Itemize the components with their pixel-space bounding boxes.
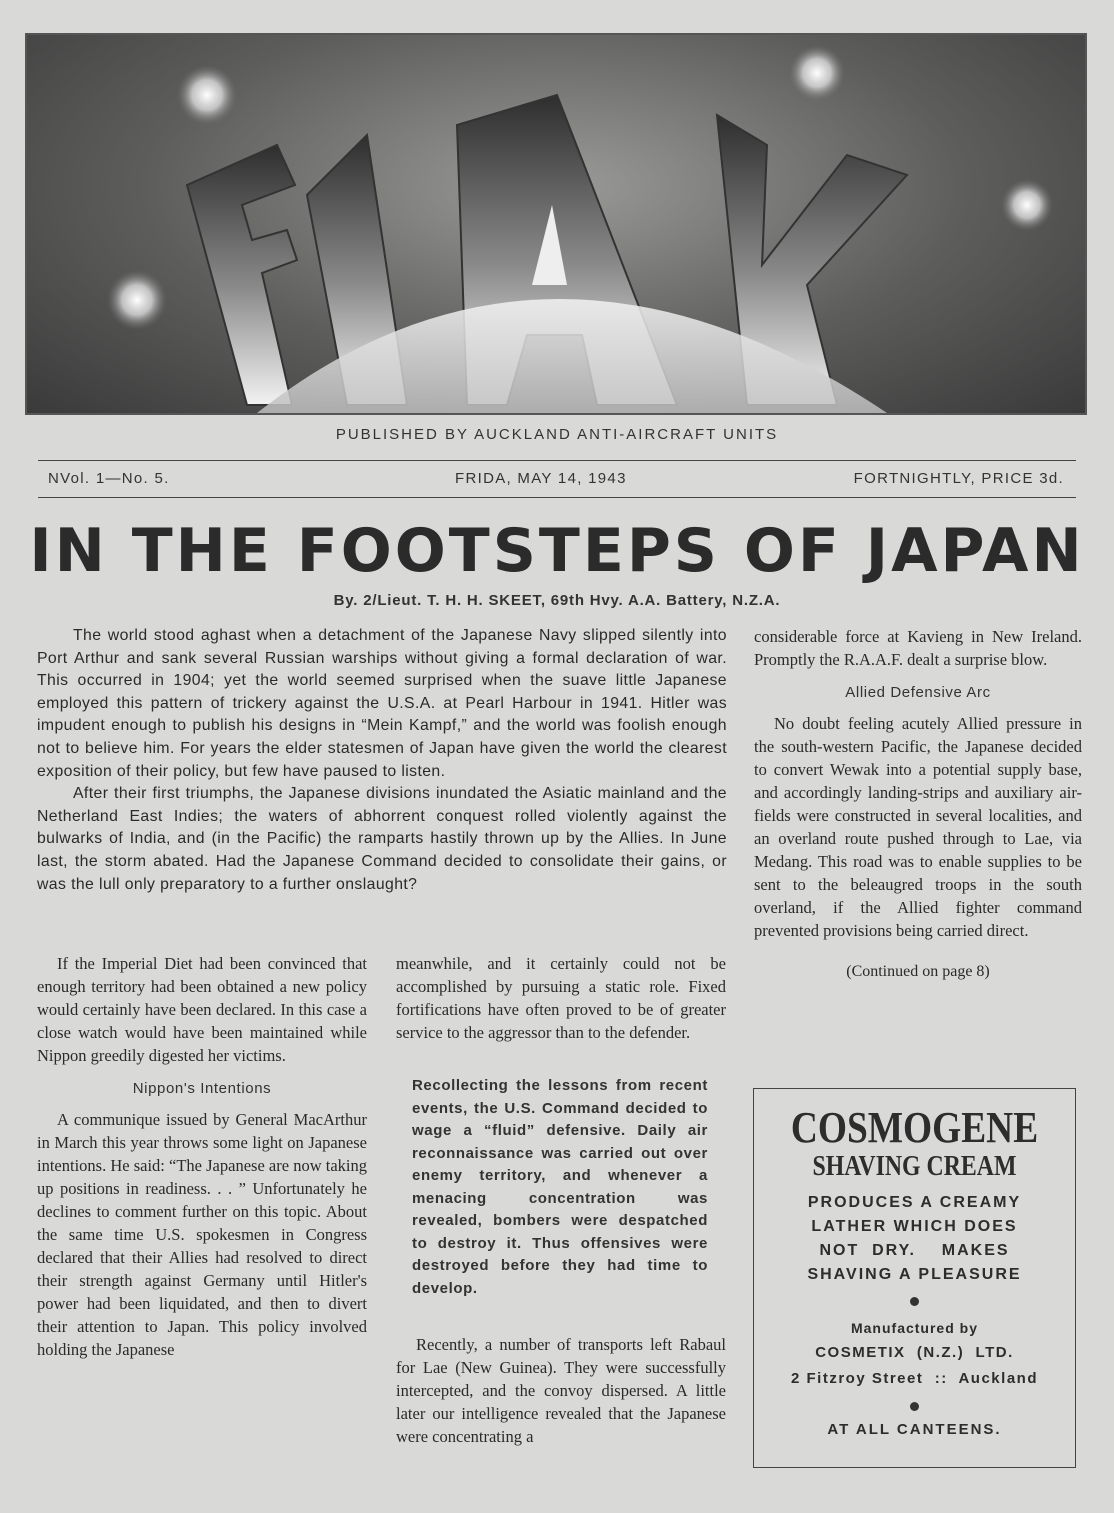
body-paragraph: If the Imperial Diet had been convinced that enough territory had been obtained a new policy would certainly have been declared. In this case a close watch would have been maintained while Nippon greedily digested her victims.	[37, 954, 367, 1065]
body-paragraph: A communique issued by General MacArthur in March this year throws some light on Japanese intentions. He said: “The Japanese are now taking up positions in readiness. . . ” Unfortunately he declines to comment further on this topic. About the same time U.S. spokesmen in Congress declared that their Allies had resolved to direct their strength against Germany until Hitler's power had been liquidated, and then to divert their attention to Japan. This policy involved holding the Japanese	[37, 1110, 367, 1359]
ad-claim	[754, 1191, 1075, 1287]
section-subhead: Allied Defensive Arc	[845, 684, 991, 701]
bullet-dot-icon	[910, 1297, 919, 1306]
article-column-1	[37, 952, 367, 1361]
article-column-3	[754, 625, 1082, 983]
body-paragraph: Recently, a number of transports left Rabaul for Lae (New Guinea). They were successfully intercepted, and the convoy dispersed. A little later our intelligence revealed that the Japanese were concentrating a	[396, 1335, 726, 1446]
article-headline: IN THE FOOTSTEPS OF JAPAN	[29, 516, 1085, 586]
publisher-line: PUBLISHED BY AUCKLAND ANTI-AIRCRAFT UNITS	[335, 426, 779, 443]
issue-date: FRIDA, MAY 14, 1943	[455, 470, 627, 487]
ad-claim-line: LATHER WHICH DOES	[811, 1218, 1018, 1235]
flak-burst-icon	[107, 270, 167, 330]
ad-brand: COSMOGENE	[790, 1103, 1039, 1152]
flak-burst-icon	[789, 45, 845, 101]
divider	[38, 460, 1076, 461]
intro-paragraph: The world stood aghast when a detachment of the Japanese Navy slipped silently into Port Arthur and sank several Russian warships without giving a formal declaration of war. This occurred in 1904; yet the world seemed surprised when the suave little Japanese employed this pattern of trickery against the U.S.A. at Pearl Harbour in 1941. Hitler was impudent enough to publish his designs in “Mein Kampf,” and the world was foolish enough not to believe him. For years the elder statesmen of Japan have given the world the clearest exposition of their policy, but few have paused to listen.	[37, 627, 727, 780]
volume-number: NVol. 1—No. 5.	[48, 470, 170, 487]
advertisement-box	[753, 1088, 1076, 1468]
body-paragraph: No doubt feeling acutely Allied pressure in the south-western Pacific, the Japanese decided to convert Wewak into a potential supply base, and accordingly landing-strips and auxiliary air-fields were constructed in several localities, and an overland route pushed through to Lae, via Medang. This road was to enable supplies to be sent to the beleaugred troops in the south overland, if the Allied fighter command prevented provisions being carried direct.	[754, 714, 1082, 940]
article-column-2-cont	[396, 1333, 726, 1448]
masthead-banner	[25, 33, 1087, 415]
ad-company: COSMETIX (N.Z.) LTD.	[815, 1344, 1014, 1361]
ad-address: 2 Fitzroy Street :: Auckland	[791, 1370, 1038, 1387]
frequency-price: FORTNIGHTLY, PRICE 3d.	[853, 470, 1064, 487]
body-paragraph: considerable force at Kavieng in New Ireland. Promptly the R.A.A.F. dealt a surprise blow.	[754, 627, 1082, 669]
flak-burst-icon	[1001, 179, 1053, 231]
article-intro	[37, 625, 727, 896]
highlight-paragraph: Recollecting the lessons from recent events, the U.S. Command decided to wage a “fluid” defensive. Daily air reconnaissance was carried out over enemy territory, and whenever a menacing concentration was revealed, bombers were despatched to destroy it. Thus offensives were destroyed before they had time to develop.	[412, 1077, 708, 1297]
ad-product: SHAVING CREAM	[812, 1151, 1017, 1182]
highlight-block	[412, 1075, 708, 1300]
ad-claim-line: SHAVING A PLEASURE	[807, 1266, 1022, 1283]
ad-manufactured-by: Manufactured by	[850, 1320, 978, 1336]
divider	[38, 497, 1076, 498]
article-byline: By. 2/Lieut. T. H. H. SKEET, 69th Hvy. A.A. Battery, N.Z.A.	[333, 592, 781, 609]
flak-burst-icon	[177, 65, 237, 125]
flak-logo-art	[27, 35, 1085, 413]
ad-claim-line: NOT DRY. MAKES	[819, 1242, 1010, 1259]
intro-paragraph: After their first triumphs, the Japanese divisions inundated the Asiatic mainland and the Netherland East Indies; the waters of abhorrent conquest rolled violently against the bulwarks of India, and (in the Pacific) the ramparts hastily thrown up by the Allies. In June last, the storm abated. Had the Japanese Command decided to consolidate their gains, or was the lull only preparatory to a further onslaught?	[37, 785, 727, 893]
bullet-dot-icon	[910, 1402, 919, 1411]
issue-info-row	[48, 470, 1064, 490]
body-paragraph: meanwhile, and it certainly could not be accomplished by pursuing a static role. Fixed fortifications have often proved to be of greater service to the aggressor than to the defender.	[396, 954, 726, 1042]
ad-claim-line: PRODUCES A CREAMY	[807, 1194, 1022, 1211]
article-column-2	[396, 952, 726, 1044]
section-subhead: Nippon's Intentions	[132, 1080, 272, 1097]
continued-note: (Continued on page 8)	[846, 963, 990, 980]
ad-availability: AT ALL CANTEENS.	[827, 1421, 1002, 1438]
